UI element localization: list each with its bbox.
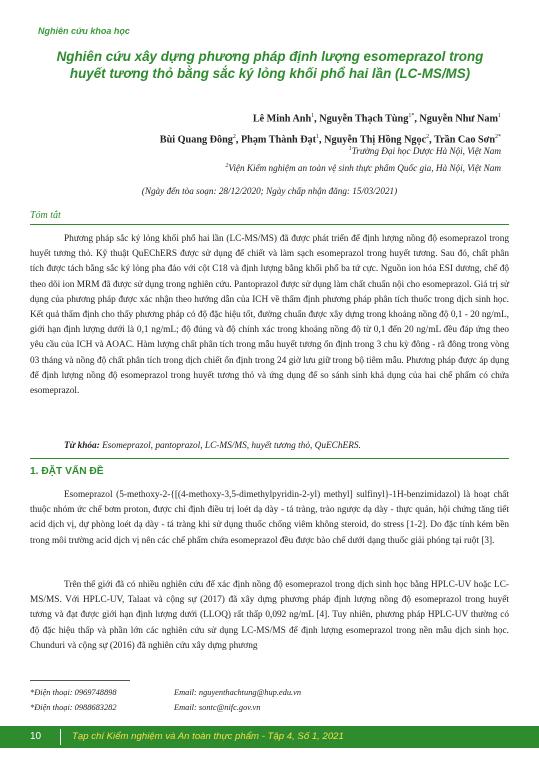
footnote-row [30, 701, 509, 716]
author-sup: 2* [495, 134, 501, 141]
footnote-email[interactable]: Email: nguyenthachtung@hup.edu.vn [174, 688, 302, 697]
abstract-divider [30, 224, 509, 225]
keywords-divider [30, 458, 509, 459]
author-name: Bùi Quang Đông [159, 134, 233, 146]
body-paragraph-1: Esomeprazol (5-methoxy-2-{[(4-methoxy-3,5-dimethylpyridin-2-yl) methyl] sulfinyl}-1H-benzimidazol) là hoạt chất thuộc nhóm ức chế bơm proton, được chỉ định điều trị loét dạ dày - tá tràng, trào ngược dạ dày - thực quản, hội chứng tăng tiết acid dịch vị, dự phòng loét dạ dày - tá tràng khi sử dụng thuốc chống viêm không steroid, do stress [1-2]. Do đặc tính kém bền trong môi trường acid dịch vị nên các chế phẩm chứa esomeprazol đều được bào chế dưới dạng thuốc giải phóng tại ruột [3]. [30, 490, 509, 546]
author-name: Trần Cao Sơn [434, 134, 495, 146]
keywords-text: Esomeprazol, pantoprazol, LC-MS/MS, huyết tương thỏ, QuEChERS. [102, 441, 361, 451]
title-line-1: Nghiên cứu xây dựng phương pháp định lượng esomeprazol trong [56, 49, 484, 64]
section-label: Nghiên cứu khoa học [38, 26, 130, 36]
footnotes [30, 686, 509, 715]
journal-name: Tạp chí Kiểm nghiệm và An toàn thực phẩm - Tập 4, Số 1, 2021 [72, 731, 344, 742]
keywords-label: Từ khóa: [64, 441, 100, 451]
author-sup: 1 [498, 113, 501, 119]
section-heading: 1. ĐẶT VẤN ĐỀ [30, 466, 104, 477]
abstract-text: Phương pháp sắc ký lỏng khối phổ hai lần (LC-MS/MS) đã được phát triển để định lượng nồng độ esomeprazol trong huyết tương thỏ. Kỹ thuật QuEChERS được sử dụng để chiết và làm sạch esomeprazol trong huyết tương. Sau đó, chất phân tích được tách bằng sắc ký lỏng pha đảo với cột C18 và định lượng bằng khối phổ ba tứ cực. Nguồn ion hóa ESI dương, chế độ theo dõi ion MRM đã được sử dụng trong nghiên cứu. Pantoprazol được sử dụng làm chất chuẩn nội cho esomeprazol. Giá trị sử dụng của phương pháp được xác nhận theo hướng dẫn của ICH về thẩm định phương pháp phân tích thuốc trong dịch sinh học. Kết quả thẩm định cho thấy phương pháp có độ đặc hiệu tốt, đường chuẩn được xây dựng trong khoảng nồng độ 0,1 - 20 ng/mL, giới hạn định lượng dưới là 0,1 ng/mL; độ đúng và độ chính xác trong khoảng nồng độ từ 0,1 đến 20 ng/mL đều đáp ứng theo yêu cầu của ICH và AOAC. Hàm lượng chất phân tích trong mẫu huyết tương ổn định trong 3 chu kỳ đông - rã đông trong vòng 03 tháng và nồng độ chất phân tích trong dịch chiết ổn định trong 24 giờ lưu giữ trong bộ tiêm mẫu. Phương pháp được áp dụng để định lượng nồng độ esomeprazol trong huyết tương thỏ và ứng dụng để so sánh sinh khả dụng của hai chế phẩm có chứa esomeprazol. [30, 234, 509, 397]
footnote-phone: *Điện thoại: 0988683282 [30, 702, 117, 712]
author-line-1: Lê Minh Anh$^1$, Nguyễn Thạch Tùng$^{1*}$, Nguyễn Như Nam$^1$ [252, 113, 501, 125]
footnote-email[interactable]: Email: sontc@nifc.gov.vn [174, 702, 261, 712]
author-name: Phạm Thành Đạt [240, 134, 317, 146]
affiliation-2 [31, 159, 501, 176]
footnote-row [30, 686, 509, 701]
page-number: 10 [30, 731, 42, 742]
abstract-heading: Tóm tắt [30, 210, 61, 221]
submission-dates: (Ngày đến tòa soạn: 28/12/2020; Ngày chấp nhận đăng: 15/03/2021) [141, 186, 398, 196]
affiliation-text: Viện Kiểm nghiệm an toàn vệ sinh thực phẩm Quốc gia, Hà Nội, Việt Nam [228, 163, 501, 174]
footer-divider [60, 729, 61, 745]
author-sup: 1 [316, 134, 320, 141]
footnote-divider [30, 680, 130, 681]
affiliation-1 [31, 142, 501, 159]
affiliation-sup: 2 [225, 163, 229, 170]
author-name: Nguyễn Như Nam [419, 113, 498, 125]
author-sup: 1 [311, 113, 315, 119]
body-paragraph-2: Trên thế giới đã có nhiều nghiên cứu để xác định nồng độ esomeprazol trong dịch sinh học bằng HPLC-UV hoặc LC-MS/MS. Với HPLC-UV, Talaat và cộng sự (2017) đã xây dựng phương pháp định lượng nồng độ esomeprazol trong huyết tương và đạt được giới hạn định lượng dưới (LLOQ) rất thấp 0,092 ng/mL [4]. Tuy nhiên, phương pháp HPLC-UV thường có độ đặc hiệu thấp và phần lớn các nghiên cứu sử dụng LC-MS/MS để định lượng esomeprazol trong nền mẫu dịch sinh học. Chunduri và cộng sự (2016) đã nghiên cứu xây dựng phương [30, 580, 509, 651]
affiliations [31, 142, 501, 176]
article-title [40, 48, 500, 82]
author-line-2: Bùi Quang Đông$^2$, Phạm Thành Đạt$^1$, Nguyễn Thị Hồng Ngọc$^2$, Trần Cao Sơn$^{2*}$ [159, 134, 501, 146]
author-name: Lê Minh Anh [252, 113, 312, 125]
author-sup: 1* [408, 113, 415, 119]
affiliation-text: Trường Đại học Dược Hà Nội, Việt Nam [351, 146, 501, 157]
author-name: Nguyễn Thạch Tùng [319, 113, 409, 125]
title-line-2: huyết tương thỏ bằng sắc ký lỏng khối phổ hai lần (LC-MS/MS) [69, 66, 471, 81]
author-name: Nguyễn Thị Hồng Ngọc [324, 134, 427, 146]
keywords [30, 441, 509, 451]
footnote-phone: *Điện thoại: 0969748898 [30, 688, 117, 697]
affiliation-sup: 1 [348, 146, 352, 152]
author-sup: 2 [426, 134, 430, 141]
author-sup: 2 [232, 134, 236, 141]
